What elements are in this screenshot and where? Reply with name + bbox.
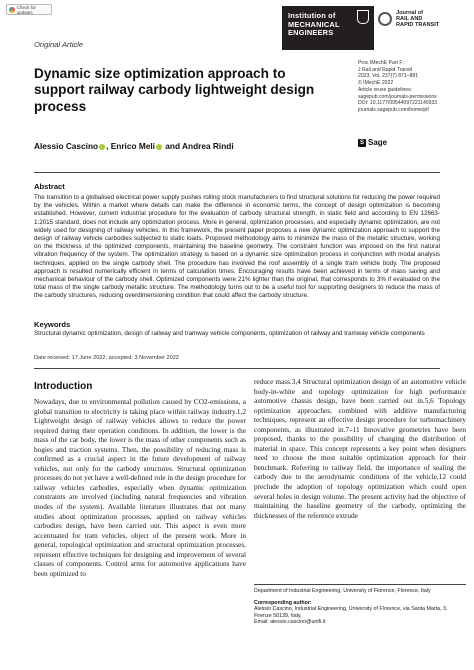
- doi-link[interactable]: DOI: 10.1177/09544097221140933: [358, 100, 438, 107]
- journal-ring-icon: [378, 12, 392, 26]
- footnote: [254, 588, 466, 626]
- corresponding-author-heading: Corresponding author:: [254, 599, 312, 606]
- info-link[interactable]: sagepub.com/journals-permissions: [358, 93, 437, 100]
- info-line: Article reuse guidelines:: [358, 86, 413, 93]
- info-line: © IMechE 2022: [358, 80, 394, 87]
- article-type: Original Article: [34, 40, 84, 49]
- sage-mark-icon: S: [359, 139, 364, 146]
- abstract-heading: Abstract: [34, 182, 65, 191]
- info-line: Proc IMechE Part F:: [358, 60, 404, 66]
- department: Department of Industrial Engineering, University of Florence, Florence, Italy: [254, 588, 431, 594]
- keywords-heading: Keywords: [34, 320, 71, 329]
- author-name: and Andrea Rindi: [162, 141, 234, 151]
- journal-logo: [378, 10, 468, 46]
- sage-logo: [358, 138, 387, 147]
- corresponding-author-address: Alessio Cascino, Industrial Engineering, University of Florence, via Santa Marta, 3, Firenze 50139, Italy.: [254, 606, 448, 619]
- email-link[interactable]: Email: alessio.cascino@unifi.it: [254, 619, 326, 626]
- body-column-right: reduce mass.3,4 Structural optimization design of an automotive vehicle body-in-white and topology optimization for high performance automotive chassis design, have been carried out in.5,6 Topology optimization approaches, combined with additive manufacturing techniques, represent an effective design procedure for turbomachinery components, as illustrated in.7–11 Innovative geometries have been proposed, thanks to the possibility of changing the distribution of material in space. This concept represents a key point when designers need to choose the most suitable optimization approach for their benchmark. Referring to railway field, the importance of sealing the carbody due to the aerodynamic conditions of the vehicle,12 could preclude the adoption of topology optimization which could open several holes in design volume. The present activity had the objective of maintaining the baseline geometry of the carbody, optimizing the thicknesses of the reference extrude: [254, 378, 466, 520]
- author-name: , Enrico Meli: [106, 141, 155, 151]
- introduction-heading: Introduction: [34, 381, 93, 392]
- divider: [34, 368, 440, 369]
- keywords-text: Structural dynamic optimization, design of railway and tramway vehicle components, optimization of railway and tramway vehicle components: [34, 330, 425, 337]
- crest-icon: [357, 10, 369, 24]
- info-line: 2023, Vol. 237(7) 871–881: [358, 73, 419, 80]
- orcid-icon[interactable]: [99, 144, 105, 150]
- body-column-left: Nowadays, due to environmental pollution caused by CO2-emissions, a global transition to electricity is taking place within railway industry.1,2 Lightweight design of railway vehicles allows to reduce the power required during their operation conditions. In addition, the lower is the mass of the car body, the lower is the mass of other components such as bogies and traction systems. Then, the possibility of reducing mass is confirmed as a crucial aspect in the future development of railway vehicles, not only for the carbody structures. Structural optimization processes do not yet have a well-defined role in the design procedure for railway vehicles carbodies, especially when dynamic optimization constraints are involved (including natural frequencies and vibration modes of the system). Available literature illustrates that not many studies about optimization processes, applied on railway vehicles carbodies design, have been carried out. This aspect is even more accentuated for tram vehicles, object of the present work. More in general, topological optimization and structural optimization processes, represent effective techniques for designing and improvement of several classes of components. Control arms for automotive applications have been optimized to: [34, 398, 246, 578]
- abstract-text: The transition to a globalised electrical power supply pushes rolling stock manufacturers to find structural solutions for reducing the power required by the vehicles. Within a market where details can make the difference in economic terms, the concept of design optimization is becoming established. However, current industrial procedure for the evaluation of carbody structural strength, in static field and according to EN 12663-1:2015 standard, does not include any optimization process. More in general, optimization processes, and especially dynamic optimization, are not widely used for designing of railway vehicles. In this framework, the present paper proposes a new dynamic optimization approach to support the design of railway vehicle carbodies subjected to static loads. Proposed methodology aims to minimize the mass of the metallic structure, working on the thickness of the optimized components, maintaining the baseline geometry. The constraint function was imposed on the first natural vibration frequency of the system. The optimization strategy is based on a dynamic size optimization process in conjunction with modal analysis techniques, applied on the single carbody shell. The procedure has involved the roof assembly of a single tram vehicle body. The proposed approach is resulted numerically efficient in terms of calculation times. Encouraging results have been achieved in terms of mass saving and mechanical behaviour of the carbody shell. Optimized components were 21% lighter than the original, that corresponds to 3% if evaluated on the total mass of the single carbody metallic structure. The methodology turns out to be a useful tool for supporting designers to reduce the mass of the carbody structures, reducing overdimensioning condition that could affect the carbody structure.: [34, 194, 440, 300]
- author-name: Alessio Cascino: [34, 141, 99, 151]
- journal-logo-text: Journal of RAIL AND RAPID TRANSIT: [396, 10, 440, 29]
- check-for-updates-label: Check for updates: [16, 4, 36, 15]
- crossmark-icon: [9, 7, 15, 13]
- paper-title: Dynamic size optimization approach to support railway carbody lightweight design process: [34, 66, 315, 114]
- journal-home-link[interactable]: journals.sagepub.com/home/pif: [358, 106, 429, 113]
- check-for-updates-badge[interactable]: [6, 4, 52, 15]
- info-line: J Rail and Rapid Transit: [358, 66, 413, 73]
- imeche-logo: [282, 6, 374, 50]
- footnote-divider: [254, 584, 466, 585]
- dates-line: Date received: 17 June 2022; accepted: 3 November 2022: [34, 355, 179, 361]
- author-list: [34, 141, 234, 151]
- imeche-logo-text: Institution of MECHANICAL ENGINEERS: [288, 11, 340, 37]
- divider: [34, 172, 440, 173]
- sage-label: Sage: [368, 138, 388, 147]
- journal-info: [358, 60, 468, 114]
- orcid-icon[interactable]: [156, 144, 162, 150]
